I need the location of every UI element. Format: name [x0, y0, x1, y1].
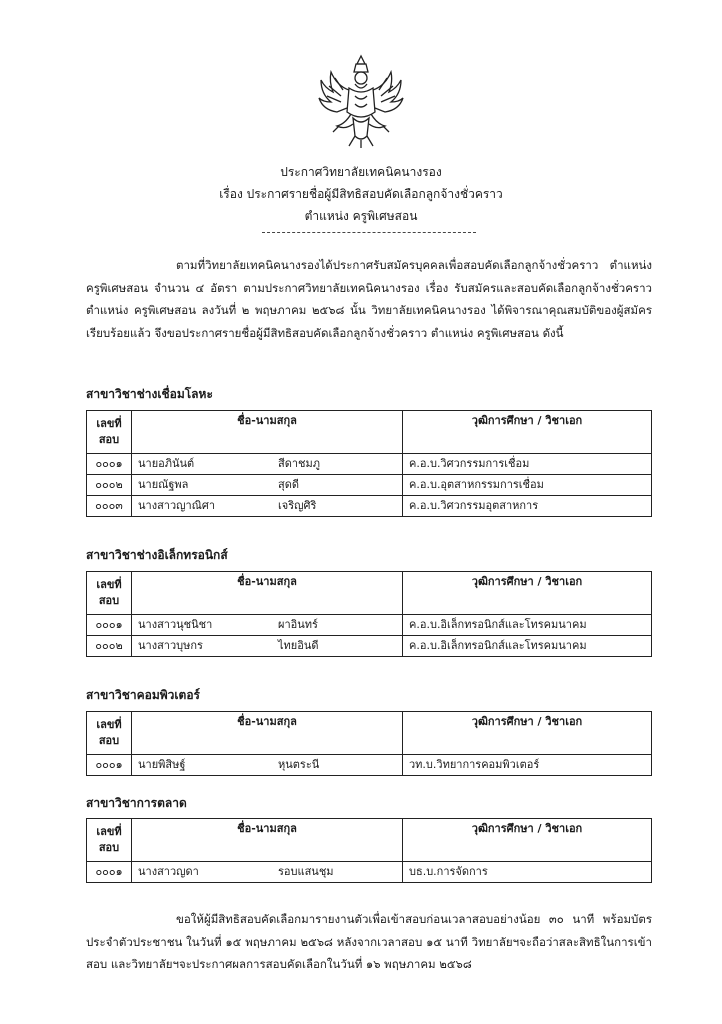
table-header-row [87, 572, 652, 615]
table-row [87, 454, 652, 475]
section-title-marketing: สาขาวิชาการตลาด [86, 796, 187, 810]
table-row [87, 755, 652, 776]
exam-no: ๐๐๐๒ [87, 475, 132, 496]
first-name: นางสาวบุษกร [138, 639, 203, 652]
exam-no: ๐๐๐๑ [87, 615, 132, 636]
last-name: ผาอินทร์ [278, 618, 318, 631]
exam-no: ๐๐๐๑ [87, 862, 132, 883]
garuda-emblem-icon [315, 52, 407, 150]
col-exam-no-header: เลขที่ สอบ [87, 572, 132, 615]
col-name-header: ชื่อ-นามสกุล [132, 572, 403, 615]
last-name: สีดาชมภู [278, 457, 321, 470]
announcement-subject: เรื่อง ประกาศรายชื่อผู้มีสิทธิสอบคัดเลือกลูกจ้างชั่วคราว [219, 187, 503, 201]
last-name: สุดดี [278, 478, 300, 491]
candidates-table-marketing [86, 818, 652, 883]
col-name-header: ชื่อ-นามสกุล [132, 411, 403, 454]
candidates-table-welding [86, 410, 652, 517]
last-name: หุนตระนี [278, 758, 320, 771]
candidates-table-computer [86, 711, 652, 776]
first-name: นางสาวญาณิศา [138, 499, 216, 512]
first-name: นายณัฐพล [138, 478, 189, 491]
candidate-name [132, 862, 403, 883]
candidate-name [132, 496, 403, 517]
announcement-position: ตำแหน่ง ครูพิเศษสอน [304, 209, 418, 223]
last-name: ไทยอินดี [278, 639, 319, 652]
education: วท.บ.วิทยาการคอมพิวเตอร์ [403, 755, 652, 776]
intro-paragraph: ตามที่วิทยาลัยเทคนิคนางรองได้ประกาศรับสมัครบุคคลเพื่อสอบคัดเลือกลูกจ้างชั่วคราว ตำแหน่ง ครูพิเศษสอน จำนวน ๔ อัตรา ตามประกาศวิทยาลัยเทคนิคนางรอง เรื่อง รับสมัครและสอบคัดเลือกลูกจ้างชั่วคราว ตำแหน่ง ครูพิเศษสอน ลงวันที่ ๒ พฤษภาคม ๒๕๖๘ นั้น วิทยาลัยเทคนิคนางรอง ได้พิจารณาคุณสมบัติของผู้สมัครเรียบร้อยแล้ว จึงขอประกาศรายชื่อผู้มีสิทธิสอบคัดเลือกลูกจ้างชั่วคราว ตำแหน่ง ครูพิเศษสอน ดังนี้ [86, 258, 652, 340]
section-title-welding: สาขาวิชาช่างเชื่อมโลหะ [86, 387, 213, 401]
last-name: เจริญศิริ [278, 499, 317, 512]
exam-no: ๐๐๐๒ [87, 636, 132, 657]
header-divider [262, 232, 476, 233]
col-exam-no-header: เลขที่ สอบ [87, 819, 132, 862]
col-education-header: วุฒิการศึกษา / วิชาเอก [403, 819, 652, 862]
last-name: รอบแสนชุม [278, 865, 334, 878]
first-name: นางสาวญดา [138, 865, 199, 878]
education: ค.อ.บ.อิเล็กทรอนิกส์และโทรคมนาคม [403, 615, 652, 636]
col-education-header: วุฒิการศึกษา / วิชาเอก [403, 411, 652, 454]
education: ค.อ.บ.วิศวกรรมการเชื่อม [403, 454, 652, 475]
candidate-name [132, 755, 403, 776]
table-row [87, 615, 652, 636]
table-row [87, 475, 652, 496]
first-name: นายอภินันต์ [138, 457, 195, 470]
candidate-name [132, 636, 403, 657]
table-row [87, 636, 652, 657]
closing-paragraph: ขอให้ผู้มีสิทธิสอบคัดเลือกมารายงานตัวเพื่อเข้าสอบก่อนเวลาสอบอย่างน้อย ๓๐ นาที พร้อมบัตรประจำตัวประชาชน ในวันที่ ๑๕ พฤษภาคม ๒๕๖๘ หลังจากเวลาสอบ ๑๕ นาที วิทยาลัยฯจะถือว่าสละสิทธิในการเข้าสอบ และวิทยาลัยฯจะประกาศผลการสอบคัดเลือกในวันที่ ๑๖ พฤษภาคม ๒๕๖๘ [86, 912, 652, 971]
candidates-table-electronics [86, 571, 652, 657]
table-row [87, 862, 652, 883]
table-header-row [87, 411, 652, 454]
col-name-header: ชื่อ-นามสกุล [132, 712, 403, 755]
exam-no: ๐๐๐๓ [87, 496, 132, 517]
first-name: นางสาวนุชนิชา [138, 618, 213, 631]
education: ค.อ.บ.วิศวกรรมอุตสาหการ [403, 496, 652, 517]
first-name: นายพิสิษฐ์ [138, 758, 186, 771]
col-exam-no-header: เลขที่ สอบ [87, 411, 132, 454]
col-name-header: ชื่อ-นามสกุล [132, 819, 403, 862]
exam-no: ๐๐๐๑ [87, 755, 132, 776]
education: ค.อ.บ.อิเล็กทรอนิกส์และโทรคมนาคม [403, 636, 652, 657]
col-education-header: วุฒิการศึกษา / วิชาเอก [403, 712, 652, 755]
table-header-row [87, 819, 652, 862]
section-title-computer: สาขาวิชาคอมพิวเตอร์ [86, 688, 200, 702]
table-row [87, 496, 652, 517]
table-header-row [87, 712, 652, 755]
education: บธ.บ.การจัดการ [403, 862, 652, 883]
col-exam-no-header: เลขที่ สอบ [87, 712, 132, 755]
announcement-org-title: ประกาศวิทยาลัยเทคนิคนางรอง [280, 165, 442, 179]
candidate-name [132, 615, 403, 636]
education: ค.อ.บ.อุตสาหกรรมการเชื่อม [403, 475, 652, 496]
candidate-name [132, 475, 403, 496]
col-education-header: วุฒิการศึกษา / วิชาเอก [403, 572, 652, 615]
candidate-name [132, 454, 403, 475]
exam-no: ๐๐๐๑ [87, 454, 132, 475]
section-title-electronics: สาขาวิชาช่างอิเล็กทรอนิกส์ [86, 548, 228, 562]
